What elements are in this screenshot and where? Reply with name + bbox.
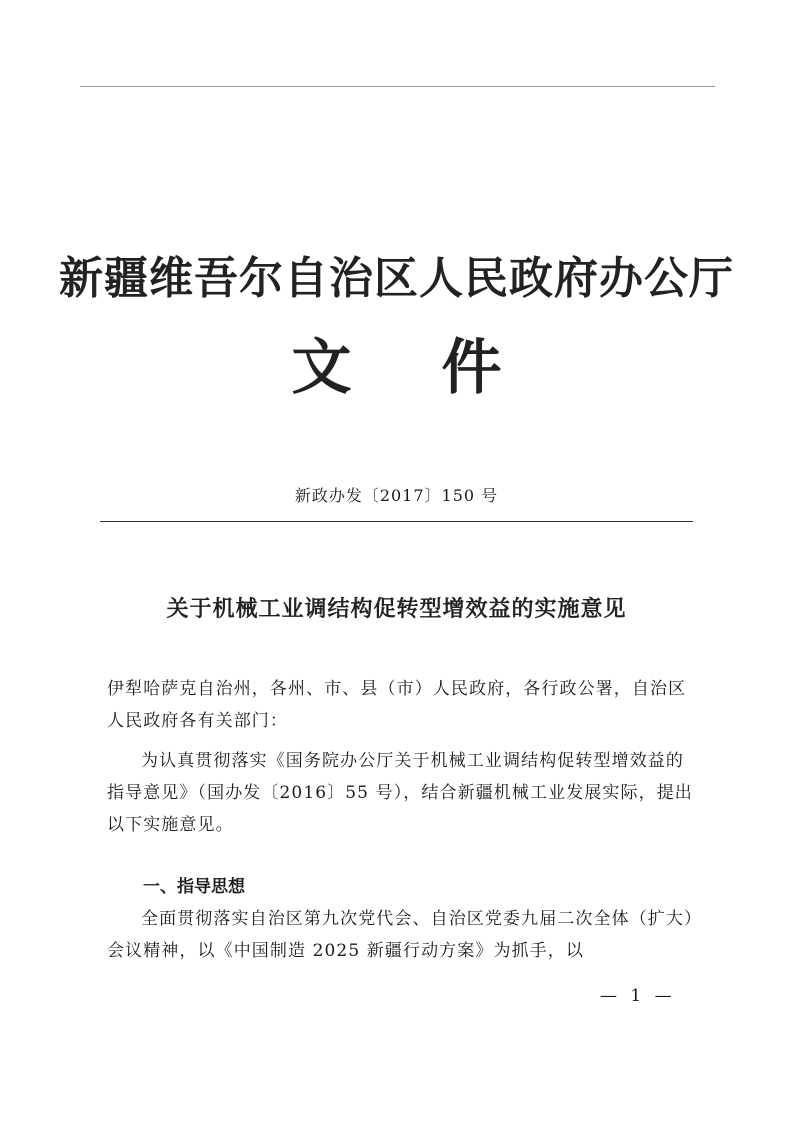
section-paragraph: 全面贯彻落实自治区第九次党代会、自治区党委九届二次全体（扩大）会议精神，以《中国制造 2025 新疆行动方案》为抓手，以 <box>107 909 694 961</box>
header-separator-rule <box>100 521 693 522</box>
document-label-char-1: 文 <box>291 333 352 403</box>
issuer-name: 新疆维吾尔自治区人民政府办公厅 <box>59 253 734 304</box>
top-rule <box>80 86 715 87</box>
document-label-char-2: 件 <box>441 333 502 403</box>
document-label <box>0 320 793 406</box>
page-number: — 1 — <box>600 986 676 1006</box>
addressee-paragraph: 伊犁哈萨克自治州，各州、市、县（市）人民政府，各行政公署，自治区人民政府各有关部门： <box>107 679 687 731</box>
document-number: 新政办发〔2017〕150 号 <box>294 486 499 505</box>
intro-paragraph: 为认真贯彻落实《国务院办公厅关于机械工业调结构促转型增效益的指导意见》（国办发〔2016〕55 号），结合新疆机械工业发展实际，提出以下实施意见。 <box>107 751 693 835</box>
section-heading: 一、指导思想 <box>143 877 245 897</box>
document-title: 关于机械工业调结构促转型增效益的实施意见 <box>166 597 627 622</box>
